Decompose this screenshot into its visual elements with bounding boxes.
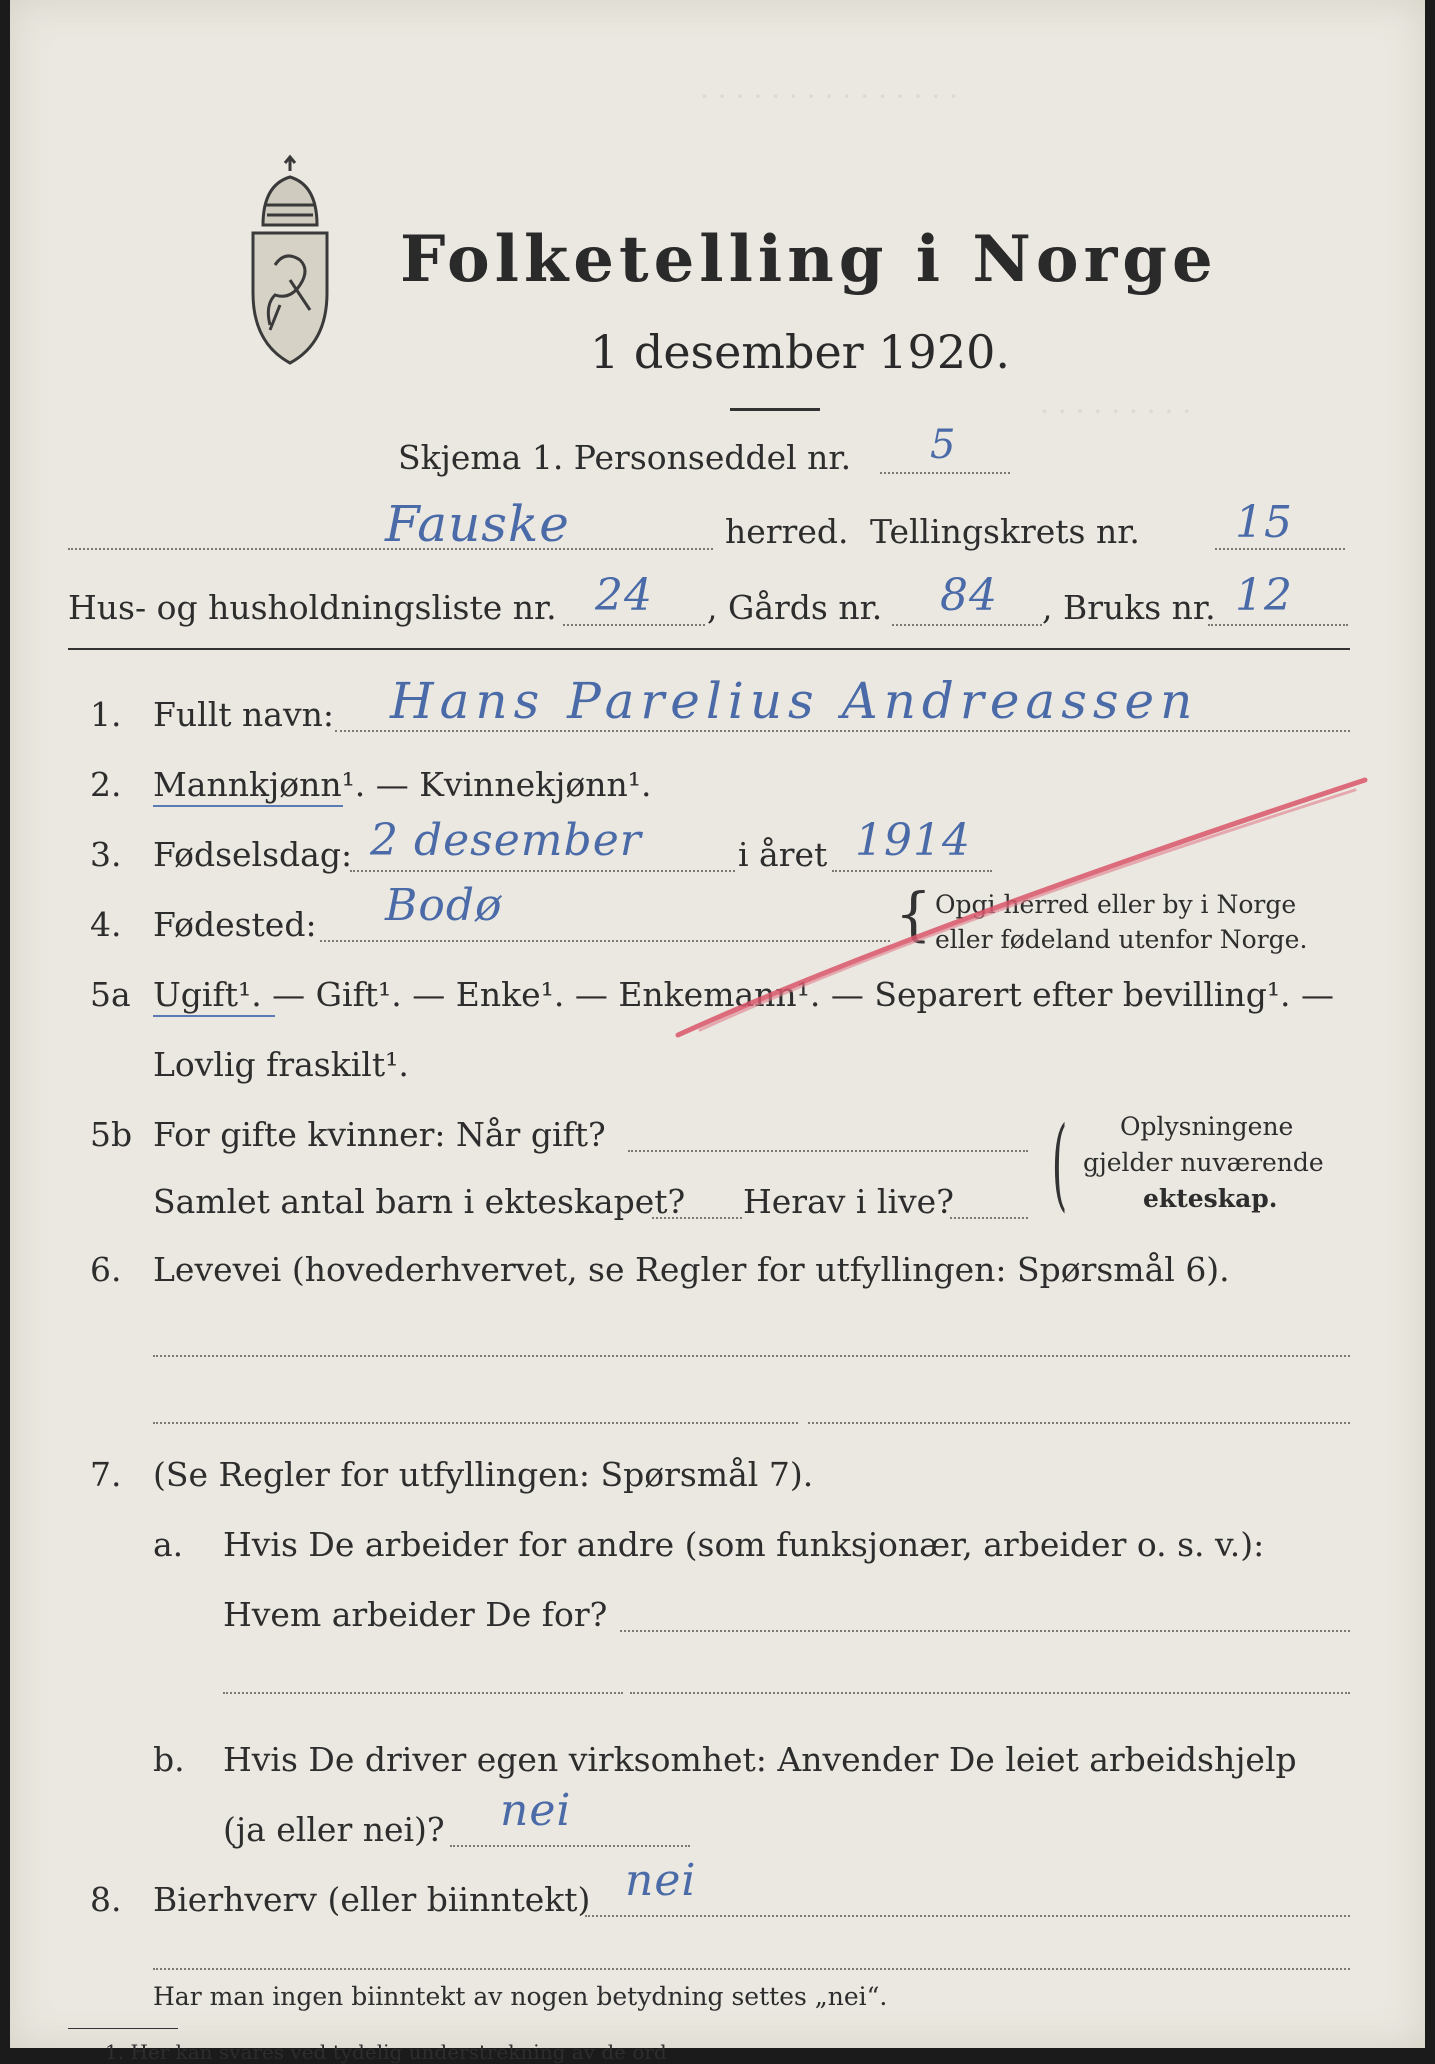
q3-year-label: i året (738, 835, 828, 874)
q4-number: 4. (90, 905, 122, 944)
q1-full-name-value: Hans Parelius Andreassen (390, 672, 1199, 730)
q7a-line2: Hvem arbeider De for? (223, 1595, 608, 1634)
q7b-number: b. (153, 1740, 185, 1779)
q5b-number: 5b (90, 1115, 133, 1154)
footer-note: Har man ingen biinntekt av nogen betydning settes „nei“. (153, 1982, 888, 2011)
q5b-line2a: Samlet antal barn i ekteskapet? (153, 1182, 686, 1221)
q7a-number: a. (153, 1525, 184, 1564)
q6-label: Levevei (hovederhvervet, se Regler for utfyllingen: Spørsmål 6). (153, 1250, 1230, 1289)
q7b-line2: (ja eller nei)? (223, 1810, 445, 1849)
q7b-value: nei (500, 1785, 572, 1836)
q6-number: 6. (90, 1250, 122, 1289)
gards-value: 84 (940, 570, 998, 621)
hus-value: 24 (595, 570, 653, 621)
q3-birthday-value: 2 desember (370, 815, 642, 866)
q7-label: (Se Regler for utfyllingen: Spørsmål 7). (153, 1455, 814, 1494)
q4-birthplace-value: Bodø (385, 880, 503, 931)
q3-label: Fødselsdag: (153, 835, 353, 874)
q5b-note-brace: ( (1051, 1105, 1068, 1222)
census-form-page (10, 0, 1425, 2064)
q3-year-value: 1914 (855, 815, 971, 866)
hus-label: Hus- og husholdningsliste nr. (68, 588, 557, 627)
q5b-line1: For gifte kvinner: Når gift? (153, 1115, 606, 1154)
q1-label: Fullt navn: (153, 695, 334, 734)
footnote: 1. Her kan svares ved tydelig understrekning av de ord (105, 2040, 667, 2064)
q4-label: Fødested: (153, 905, 317, 944)
personseddel-nr-value: 5 (930, 422, 957, 468)
q5b-note-line1: Oplysningene (1120, 1112, 1294, 1141)
bruks-label: , Bruks nr. (1042, 588, 1216, 627)
q5a-number: 5a (90, 975, 131, 1014)
q5b-line2b: Herav i live? (743, 1182, 954, 1221)
q7-number: 7. (90, 1455, 122, 1494)
herred-label: herred. (725, 512, 849, 551)
q2-number: 2. (90, 765, 122, 804)
herred-value: Fauske (385, 495, 570, 553)
q5a-line2: Lovlig fraskilt¹. (153, 1045, 409, 1084)
form-subtitle: 1 desember 1920. (590, 325, 1010, 379)
red-pencil-strike (10, 0, 1425, 2048)
q5b-note-line2: gjelder nuværende (1083, 1148, 1324, 1177)
q7a-line1: Hvis De arbeider for andre (som funksjonær, arbeider o. s. v.): (223, 1525, 1265, 1564)
tellingskrets-value: 15 (1235, 497, 1293, 548)
form-title: Folketelling i Norge (400, 222, 1218, 297)
q8-number: 8. (90, 1880, 122, 1919)
q3-number: 3. (90, 835, 122, 874)
q4-note-line1: Opgi herred eller by i Norge (935, 890, 1297, 919)
q5a-line1: Ugift¹. — Gift¹. — Enke¹. — Enkemann¹. — Separert efter bevilling¹. — (153, 975, 1335, 1014)
bruks-value: 12 (1235, 570, 1293, 621)
q8-label: Bierhverv (eller biinntekt) (153, 1880, 591, 1919)
q4-note-line2: eller fødeland utenfor Norge. (935, 925, 1308, 954)
bleed-through-text: · · · · · · · · · · · · · · · (700, 80, 959, 113)
gards-label: , Gårds nr. (707, 588, 883, 627)
skjema-label: Skjema 1. Personseddel nr. (398, 438, 852, 477)
q4-note-brace: { (895, 880, 932, 948)
q7b-line1: Hvis De driver egen virksomhet: Anvender De leiet arbeidshjelp (223, 1740, 1297, 1779)
tellingskrets-label: Tellingskrets nr. (870, 512, 1140, 551)
q5b-note-line3: ekteskap. (1143, 1184, 1278, 1213)
q1-number: 1. (90, 695, 122, 734)
q8-value: nei (625, 1855, 697, 1906)
q2-label: Mannkjønn¹. — Kvinnekjønn¹. (153, 765, 652, 804)
bleed-through-text: · · · · · · · · · (1040, 395, 1192, 428)
